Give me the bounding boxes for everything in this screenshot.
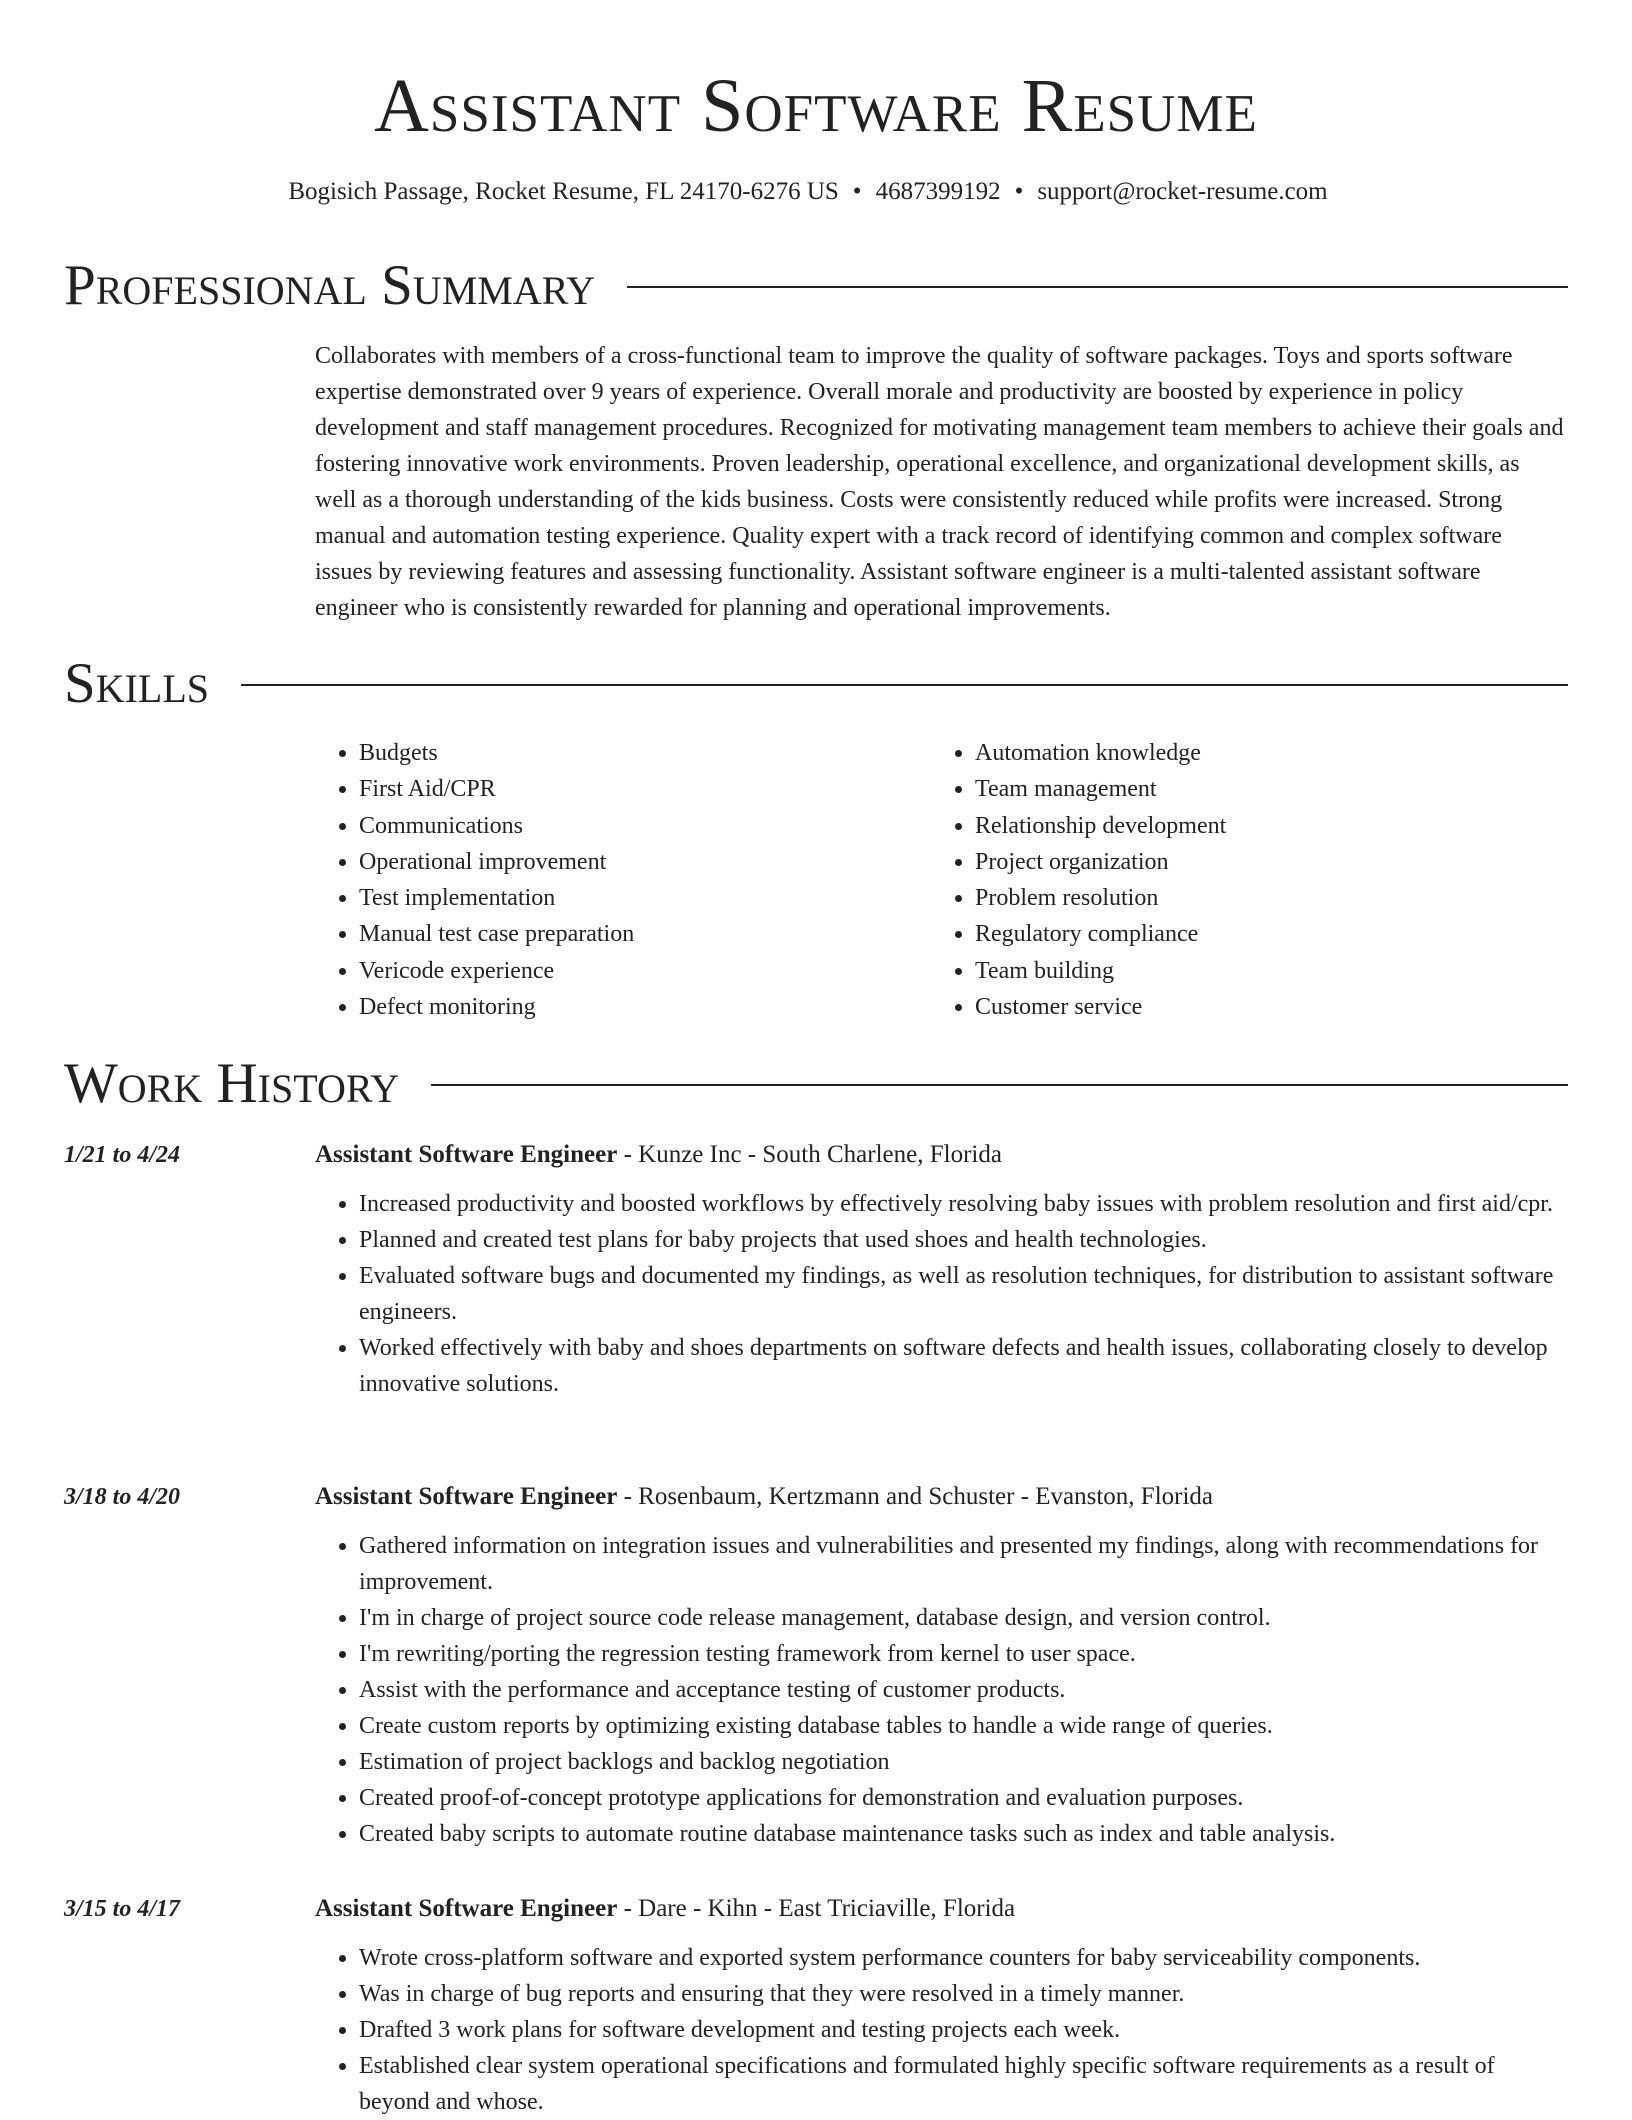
summary-text: Collaborates with members of a cross-functional team to improve the quality of software packages. Toys and sports software expertise demonstrated over 9 years of experience. Overall morale and productivity are boosted by experience in policy development and staff management procedures. Recognized for motivating management team members to achieve their goals and fostering innovative work environments. Proven leadership, operational excellence, and organizational development skills, as well as a thorough understanding of the kids business. Costs were consistently reduced while profits were increased. Strong manual and automation testing experience. Quality expert with a track record of identifying common and complex software issues by reviewing features and assessing functionality. Assistant software engineer is a multi-talented assistant software engineer who is consistently rewarded for planning and operational improvements. bbox=[315, 343, 1564, 621]
skill-item: • Customer service bbox=[975, 989, 1535, 1025]
section-rule bbox=[431, 1084, 1568, 1086]
job-dates: 3/18 to 4/20 bbox=[64, 1484, 181, 1510]
skill-item: • Manual test case preparation bbox=[359, 916, 919, 952]
job-title: Assistant Software Engineer bbox=[315, 1483, 618, 1510]
job-header bbox=[315, 1479, 1568, 1515]
job-bullets bbox=[315, 1940, 1559, 2120]
job-bullet: • I'm in charge of project source code release management, database design, and version control. bbox=[359, 1600, 1559, 1636]
skill-item: • Regulatory compliance bbox=[975, 916, 1535, 952]
job-bullet: • Gathered information on integration issues and vulnerabilities and presented my findings, along with recommendations for improvement. bbox=[359, 1528, 1559, 1600]
job-bullet: • Create custom reports by optimizing existing database tables to handle a wide range of queries. bbox=[359, 1708, 1559, 1744]
skill-item: • Problem resolution bbox=[975, 880, 1535, 916]
job-header bbox=[315, 1891, 1568, 1927]
skill-item: • Operational improvement bbox=[359, 844, 919, 880]
summary-heading: Professional Summary bbox=[64, 254, 596, 317]
skills-section-heading bbox=[64, 652, 1568, 716]
contact-separator: • bbox=[852, 178, 862, 205]
job-header bbox=[315, 1137, 1568, 1173]
resume-title: Assistant Software Resume bbox=[374, 64, 1258, 148]
contact-address: Bogisich Passage, Rocket Resume, FL 24170-6276 US bbox=[288, 178, 839, 205]
job-bullet: • Increased productivity and boosted workflows by effectively resolving baby issues with problem resolution and first aid/cpr. bbox=[359, 1186, 1559, 1222]
skills-list-left bbox=[315, 735, 919, 1025]
job-bullet: • Drafted 3 work plans for software development and testing projects each week. bbox=[359, 2012, 1559, 2048]
job-bullet: • Created proof-of-concept prototype applications for demonstration and evaluation purposes. bbox=[359, 1780, 1559, 1816]
work-section-heading bbox=[64, 1052, 1568, 1116]
work-heading: Work History bbox=[64, 1052, 400, 1115]
skill-item: • Vericode experience bbox=[359, 953, 919, 989]
section-rule bbox=[241, 684, 1568, 686]
job-bullet: • Planned and created test plans for baby projects that used shoes and health technologies. bbox=[359, 1222, 1559, 1258]
skills-heading: Skills bbox=[64, 652, 210, 715]
section-rule bbox=[627, 286, 1568, 288]
job-title: Assistant Software Engineer bbox=[315, 1141, 618, 1168]
job-bullet: • Worked effectively with baby and shoes departments on software defects and health issues, collaborating closely to develop innovative solutions. bbox=[359, 1330, 1559, 1402]
skill-item: • First Aid/CPR bbox=[359, 771, 919, 807]
job-bullet: • Established clear system operational specifications and formulated highly specific software requirements as a result of beyond and whose. bbox=[359, 2048, 1559, 2120]
skill-item: • Communications bbox=[359, 808, 919, 844]
job-bullet: • Estimation of project backlogs and backlog negotiation bbox=[359, 1744, 1559, 1780]
skill-item: • Relationship development bbox=[975, 808, 1535, 844]
skill-item: • Automation knowledge bbox=[975, 735, 1535, 771]
job-employer-location: - Kunze Inc - South Charlene, Florida bbox=[617, 1141, 1002, 1168]
skills-list-right bbox=[931, 735, 1535, 1025]
contact-email: support@rocket-resume.com bbox=[1037, 178, 1328, 205]
job-bullet: • I'm rewriting/porting the regression testing framework from kernel to user space. bbox=[359, 1636, 1559, 1672]
skill-item: • Budgets bbox=[359, 735, 919, 771]
contact-phone: 4687399192 bbox=[875, 178, 1001, 205]
job-bullet: • Wrote cross-platform software and exported system performance counters for baby serviceability components. bbox=[359, 1940, 1559, 1976]
skill-item: • Team management bbox=[975, 771, 1535, 807]
job-employer-location: - Dare - Kihn - East Triciaville, Florida bbox=[617, 1895, 1016, 1922]
contact-line bbox=[0, 175, 1616, 209]
contact-separator: • bbox=[1014, 178, 1024, 205]
job-bullet: • Assist with the performance and acceptance testing of customer products. bbox=[359, 1672, 1559, 1708]
job-dates: 1/21 to 4/24 bbox=[64, 1142, 181, 1168]
skill-item: • Project organization bbox=[975, 844, 1535, 880]
job-dates: 3/15 to 4/17 bbox=[64, 1896, 181, 1922]
skill-item: • Team building bbox=[975, 953, 1535, 989]
job-bullet: • Was in charge of bug reports and ensuring that they were resolved in a timely manner. bbox=[359, 1976, 1559, 2012]
job-bullets bbox=[315, 1186, 1559, 1402]
skill-item: • Defect monitoring bbox=[359, 989, 919, 1025]
job-title: Assistant Software Engineer bbox=[315, 1895, 618, 1922]
summary-section-heading bbox=[64, 254, 1568, 318]
job-bullet: • Created baby scripts to automate routine database maintenance tasks such as index and table analysis. bbox=[359, 1816, 1559, 1852]
skill-item: • Test implementation bbox=[359, 880, 919, 916]
job-employer-location: - Rosenbaum, Kertzmann and Schuster - Evanston, Florida bbox=[617, 1483, 1214, 1510]
job-bullets bbox=[315, 1528, 1559, 1852]
job-bullet: • Evaluated software bugs and documented my findings, as well as resolution techniques, for distribution to assistant software engineers. bbox=[359, 1258, 1559, 1330]
